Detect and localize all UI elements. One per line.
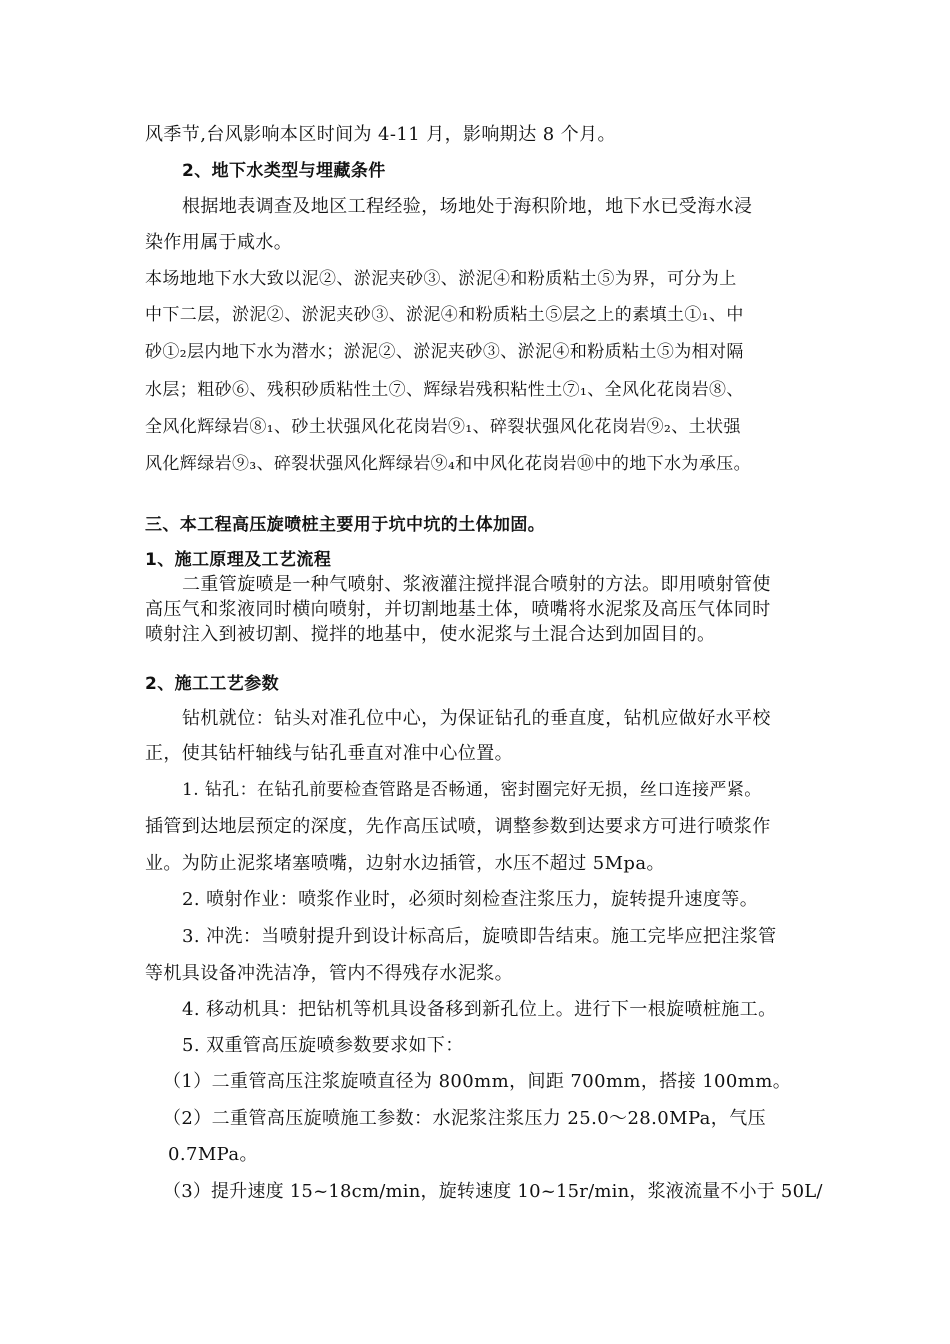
section-heading: 三、本工程高压旋喷桩主要用于坑中坑的土体加固。 [145,515,546,535]
paragraph-line: 喷射注入到被切割、搅拌的地基中，使水泥浆与土混合达到加固目的。 [145,624,716,645]
paragraph-line: 染作用属于咸水。 [145,232,293,253]
paragraph-line: 水层；粗砂⑥、残积砂质粘性土⑦、辉绿岩残积粘性土⑦₁、全风化花岗岩⑧、 [145,380,744,400]
section-heading: 1、施工原理及工艺流程 [145,550,332,570]
list-item: 5. 双重管高压旋喷参数要求如下： [182,1035,464,1056]
paragraph-line: 砂①₂层内地下水为潜水；淤泥②、淤泥夹砂③、淤泥④和粉质粘土⑤为相对隔 [145,342,744,362]
section-heading: 2、地下水类型与埋藏条件 [182,161,386,181]
paragraph-line: 二重管旋喷是一种气喷射、浆液灌注搅拌混合喷射的方法。即用喷射管使 [182,574,771,595]
paragraph-line: 中下二层，淤泥②、淤泥夹砂③、淤泥④和粉质粘土⑤层之上的素填土①₁、中 [145,305,744,325]
list-item: （2）二重管高压旋喷施工参数：水泥浆注浆压力 25.0～28.0MPa，气压 [163,1108,766,1129]
paragraph-line: 0.7MPa。 [168,1144,258,1165]
paragraph-line: 业。为防止泥浆堵塞喷嘴，边射水边插管，水压不超过 5Mpa。 [145,853,665,874]
list-item: 2. 喷射作业：喷浆作业时，必须时刻检查注浆压力，旋转提升速度等。 [182,889,759,910]
paragraph-line: 根据地表调查及地区工程经验，场地处于海积阶地，地下水已受海水浸 [182,196,753,217]
list-item: 4. 移动机具：把钻机等机具设备移到新孔位上。进行下一根旋喷桩施工。 [182,999,777,1020]
section-heading: 2、施工工艺参数 [145,674,280,694]
list-item: 3. 冲洗：当喷射提升到设计标高后，旋喷即告结束。施工完毕应把注浆管 [182,926,777,947]
paragraph-line: 等机具设备冲洗洁净，管内不得残存水泥浆。 [145,963,513,984]
paragraph-line: 风化辉绿岩⑨₃、碎裂状强风化辉绿岩⑨₄和中风化花岗岩⑩中的地下水为承压。 [145,454,752,474]
list-item: 1. 钻孔：在钻孔前要检查管路是否畅通，密封圈完好无损，丝口连接严紧。 [182,780,762,800]
list-item: （3）提升速度 15~18cm/min，旋转速度 10~15r/min，浆液流量不小于 50L/ [163,1181,823,1202]
paragraph-line: 钻机就位：钻头对准孔位中心，为保证钻孔的垂直度，钻机应做好水平校 [182,708,771,729]
paragraph-line: 本场地地下水大致以泥②、淤泥夹砂③、淤泥④和粉质粘土⑤为界，可分为上 [145,269,737,289]
paragraph-line: 风季节,台风影响本区时间为 4-11 月，影响期达 8 个月。 [145,124,616,145]
list-item: （1）二重管高压注浆旋喷直径为 800mm，间距 700mm，搭接 100mm。 [163,1071,792,1092]
paragraph-line: 插管到达地层预定的深度，先作高压试喷，调整参数到达要求方可进行喷浆作 [145,816,771,837]
paragraph-line: 正，使其钻杆轴线与钻孔垂直对准中心位置。 [145,743,513,764]
paragraph-line: 高压气和浆液同时横向喷射，并切割地基土体，喷嘴将水泥浆及高压气体同时 [145,599,771,620]
paragraph-line: 全风化辉绿岩⑧₁、砂土状强风化花岗岩⑨₁、碎裂状强风化花岗岩⑨₂、土状强 [145,417,741,437]
